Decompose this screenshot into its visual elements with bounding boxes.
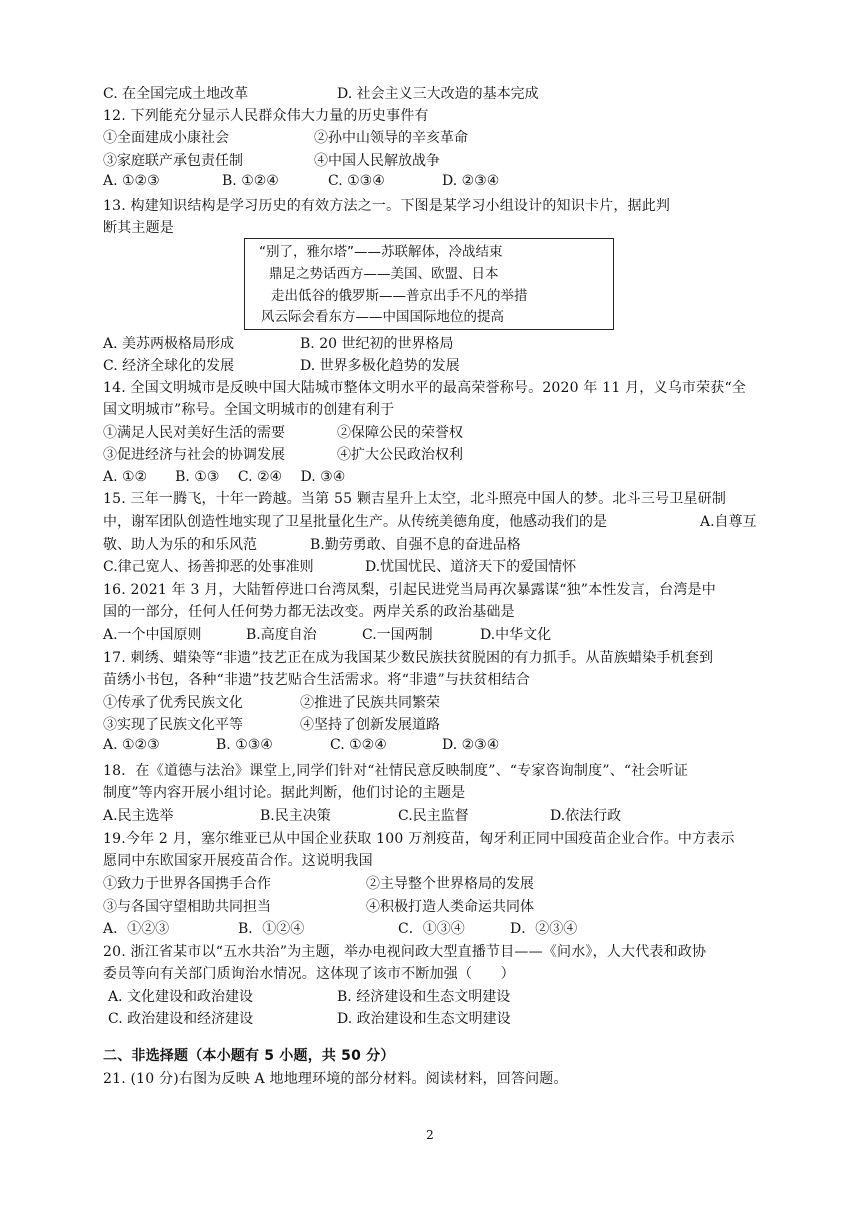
q13-stem-line2: 断其主题是 xyxy=(103,220,174,236)
q16-stem-line1: 16. 2021 年 3 月，大陆暂停进口台湾凤梨，引起民进党当局再次暴露谋“独”本性发言，台湾是中 xyxy=(103,582,716,598)
q20-option-c: C. 政治建设和经济建设 xyxy=(108,1011,254,1027)
q14-item-3: ③促进经济与社会的协调发展 xyxy=(103,447,285,463)
q13-option-d: D. 世界多极化趋势的发展 xyxy=(300,358,460,374)
q19-item-4: ④积极打造人类命运共同体 xyxy=(366,899,534,915)
q17-option-b: B. ①③④ xyxy=(216,737,273,753)
q18-stem-line2: 制度”等内容开展小组讨论。据此判断，他们讨论的主题是 xyxy=(103,785,466,801)
q13-option-a: A. 美苏两极格局形成 xyxy=(103,336,235,352)
q21-stem: 21. (10 分)右图为反映 A 地地理环境的部分材料。阅读材料，回答问题。 xyxy=(103,1071,568,1087)
q12-item-3: ③家庭联产承包责任制 xyxy=(103,153,243,169)
q16-option-c: C.一国两制 xyxy=(362,627,433,643)
q19-option-d: D．②③④ xyxy=(510,921,578,937)
q14-item-4: ④扩大公民政治权利 xyxy=(337,447,463,463)
q19-item-2: ②主导整个世界格局的发展 xyxy=(366,876,534,892)
q19-option-a: A．①②③ xyxy=(103,921,170,937)
q17-option-c: C. ①②④ xyxy=(330,737,387,753)
q17-item-3: ③实现了民族文化平等 xyxy=(103,717,243,733)
q11-option-c: C. 在全国完成土地改革 xyxy=(103,86,249,102)
q12-option-b: B. ①②④ xyxy=(222,173,279,189)
q19-item-1: ①致力于世界各国携手合作 xyxy=(103,876,271,892)
q12-option-d: D. ②③④ xyxy=(442,173,500,189)
card-line-1: “别了，雅尔塔”——苏联解体，冷战结束 xyxy=(259,244,503,260)
q17-stem-line1: 17. 刺绣、蜡染等“非遗”技艺正在成为我国某少数民族扶贫脱困的有力抓手。从苗族蜡染手机套到 xyxy=(103,650,714,666)
q20-stem-line2: 委员等向有关部门质询治水情况。这体现了该市不断加强（ ） xyxy=(103,966,515,982)
q12-item-1: ①全面建成小康社会 xyxy=(103,130,229,146)
q17-item-4: ④坚持了创新发展道路 xyxy=(300,717,440,733)
q16-option-d: D.中华文化 xyxy=(480,627,552,643)
q20-option-b: B. 经济建设和生态文明建设 xyxy=(337,989,511,1005)
q14-item-2: ②保障公民的荣誉权 xyxy=(337,425,463,441)
q18-option-d: D.依法行政 xyxy=(550,808,622,824)
q15-option-d: D.忧国忧民、道济天下的爱国情怀 xyxy=(365,559,577,575)
q20-option-a: A. 文化建设和政治建设 xyxy=(108,989,254,1005)
card-line-3: 走出低谷的俄罗斯——普京出手不凡的举措 xyxy=(271,288,528,304)
q18-stem-line1: 18．在《道德与法治》课堂上,同学们针对“社情民意反映制度”、“专家咨询制度”、“社会听证 xyxy=(103,763,689,779)
section-two-title: 二、非选择题（本小题有 5 小题，共 50 分） xyxy=(103,1048,395,1064)
q19-stem-line2: 愿同中东欧国家开展疫苗合作。这说明我国 xyxy=(103,853,373,869)
q15-option-a-end: 敬、助人为乐的和乐风范 xyxy=(103,537,257,553)
q17-stem-line2: 苗绣小书包，各种“非遗”技艺贴合生活需求。将“非遗”与扶贫相结合 xyxy=(103,672,531,688)
q14-item-1: ①满足人民对美好生活的需要 xyxy=(103,425,285,441)
q12-item-2: ②孙中山领导的辛亥革命 xyxy=(314,130,468,146)
q13-option-c: C. 经济全球化的发展 xyxy=(103,358,235,374)
q14-stem-line2: 国文明城市”称号。全国文明城市的创建有利于 xyxy=(103,402,395,418)
q18-option-b: B.民主决策 xyxy=(260,808,331,824)
q12-item-4: ④中国人民解放战争 xyxy=(314,153,440,169)
q17-option-d: D. ②③④ xyxy=(442,737,500,753)
q12-option-a: A. ①②③ xyxy=(103,173,160,189)
q11-option-d: D. 社会主义三大改造的基本完成 xyxy=(337,86,539,102)
q15-stem-line1: 15. 三年一腾飞，十年一跨越。当第 55 颗吉星升上太空，北斗照亮中国人的梦。北斗三号卫星研制 xyxy=(103,491,727,507)
q12-stem: 12. 下列能充分显示人民群众伟大力量的历史事件有 xyxy=(103,108,429,124)
q17-option-a: A. ①②③ xyxy=(103,737,160,753)
q20-option-d: D. 政治建设和生态文明建设 xyxy=(337,1011,511,1027)
page-number: 2 xyxy=(426,1128,434,1142)
q16-stem-line2: 国的一部分，任何人任何势力都无法改变。两岸关系的政治基础是 xyxy=(103,604,515,620)
q20-stem-line1: 20. 浙江省某市以“五水共治”为主题，举办电视问政大型直播节目——《问水》，人大代表和政协 xyxy=(103,944,707,960)
q19-item-3: ③与各国守望相助共同担当 xyxy=(103,899,271,915)
q19-option-c: C．①③④ xyxy=(398,921,465,937)
q13-stem-line1: 13. 构建知识结构是学习历史的有效方法之一。下图是某学习小组设计的知识卡片，据此判 xyxy=(103,198,671,214)
q16-option-a: A.一个中国原则 xyxy=(103,627,202,643)
q17-item-2: ②推进了民族共同繁荣 xyxy=(300,695,440,711)
q13-option-b: B. 20 世纪初的世界格局 xyxy=(300,336,454,352)
q19-stem-line1: 19.今年 2 月，塞尔维亚已从中国企业获取 100 万剂疫苗，匈牙利正同中国疫苗企业合作。中方表示 xyxy=(103,831,735,847)
card-line-4: 风云际会看东方——中国国际地位的提高 xyxy=(261,309,504,325)
card-line-2: 鼎足之势话西方——美国、欧盟、日本 xyxy=(269,266,499,282)
q14-stem-line1: 14. 全国文明城市是反映中国大陆城市整体文明水平的最高荣誉称号。2020 年 11 月，义乌市荣获“全 xyxy=(103,380,747,396)
q18-option-c: C.民主监督 xyxy=(398,808,469,824)
q16-option-b: B.高度自治 xyxy=(246,627,317,643)
q14-options: A. ①② B. ①③ C. ②④ D. ③④ xyxy=(103,469,346,485)
q15-option-a-start: A.自尊互 xyxy=(700,514,757,530)
q15-option-c: C.律己宽人、扬善抑恶的处事准则 xyxy=(103,559,314,575)
knowledge-card xyxy=(244,238,614,330)
q19-option-b: B．①②④ xyxy=(238,921,305,937)
q15-stem-line2: 中，谢军团队创造性地实现了卫星批量化生产。从传统美德角度，他感动我们的是 xyxy=(103,514,607,530)
q18-option-a: A.民主选举 xyxy=(103,808,174,824)
q12-option-c: C. ①③④ xyxy=(328,173,385,189)
q15-option-b: B.勤劳勇敢、自强不息的奋进品格 xyxy=(310,537,521,553)
q17-item-1: ①传承了优秀民族文化 xyxy=(103,695,243,711)
